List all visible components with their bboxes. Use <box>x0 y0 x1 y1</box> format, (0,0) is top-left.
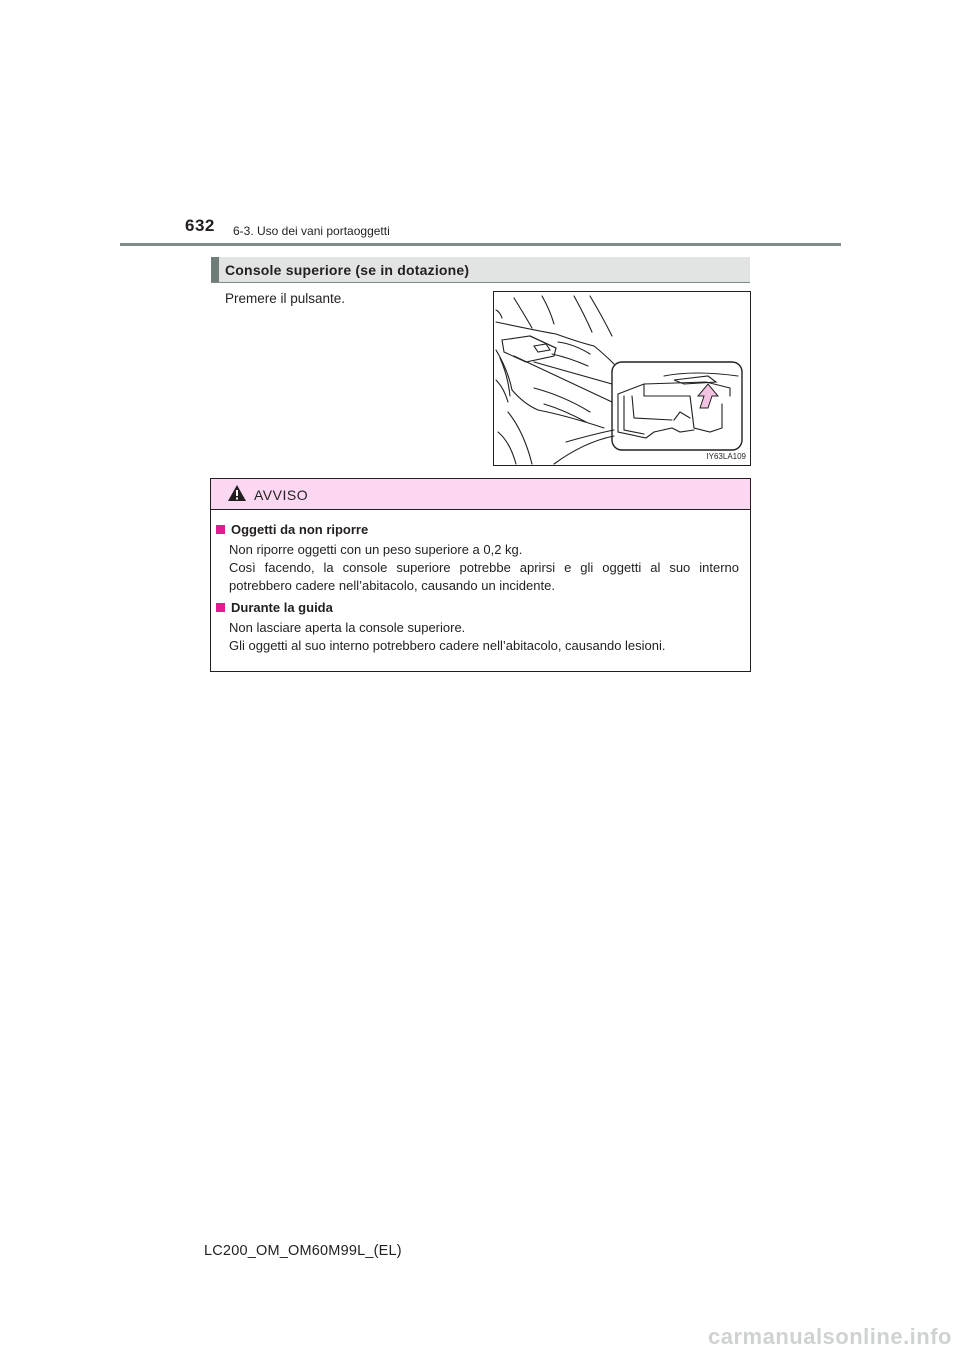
warning-triangle-icon <box>227 484 247 502</box>
subsection-underline <box>211 282 750 283</box>
console-drawing <box>494 292 750 465</box>
warning-item-title: Durante la guida <box>216 600 333 615</box>
warning-item-body: Non lasciare aperta la console superiore. Gli oggetti al suo interno potrebbero cadere nell’abitacolo, causando lesioni. <box>229 620 666 653</box>
warning-header <box>211 479 750 510</box>
warning-box <box>210 478 751 672</box>
bullet-square-icon <box>216 525 225 534</box>
warning-item-body: Non riporre oggetti con un peso superiore a 0,2 kg. Così facendo, la console superiore potrebbe aprirsi e gli oggetti al suo interno potrebbero cadere nell’abitacolo, causando un incidente. <box>229 542 739 593</box>
warning-label: AVVISO <box>254 487 309 503</box>
bullet-square-icon <box>216 603 225 612</box>
watermark: carmanualsonline.info <box>708 1324 952 1349</box>
warning-item-title: Oggetti da non riporre <box>216 522 368 537</box>
overhead-console-illustration <box>493 291 751 466</box>
page-number: 632 <box>185 216 215 235</box>
subsection-heading-bar <box>211 257 750 282</box>
press-arrow <box>698 384 718 408</box>
footer-doc-code: LC200_OM_OM60M99L_(EL) <box>204 1243 402 1259</box>
subsection-accent <box>211 257 219 282</box>
header-divider <box>120 243 841 246</box>
section-title: 6-3. Uso dei vani portaoggetti <box>233 224 390 238</box>
subsection-title: Console superiore (se in dotazione) <box>225 262 470 278</box>
figure-code: IY63LA109 <box>706 452 746 461</box>
instruction-text: Premere il pulsante. <box>225 291 346 306</box>
